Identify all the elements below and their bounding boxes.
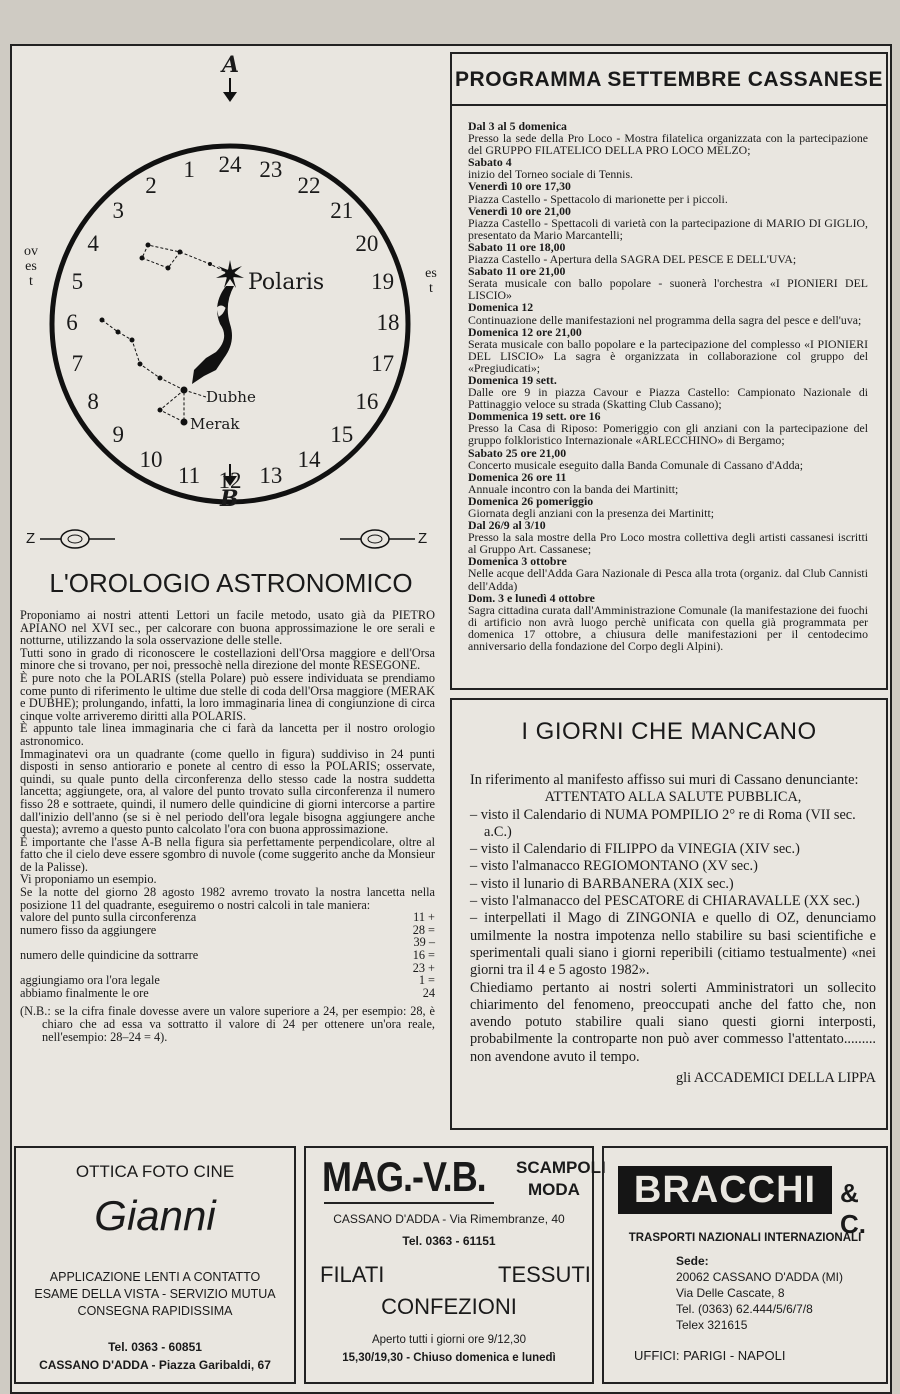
bracchi-tagline: TRASPORTI NAZIONALI INTERNAZIONALI: [628, 1232, 862, 1244]
bracchi-logo: BRACCHI: [618, 1166, 832, 1214]
calc-value: 11 +: [413, 910, 435, 925]
gianni-addr: CASSANO D'ADDA - Piazza Garibaldi, 67: [39, 1358, 271, 1372]
label-west: ovest: [24, 244, 38, 289]
mancano-text: Chiediamo pertanto ai nostri solerti Amministratori un sollecito chiarimento del fenomeno, preoccupati anche del fatto che, non avendo potuto stabilire quali siano questi giorni interposti, probabilmente la controparte non può aver commesso l'attentato......... non avendone avuto il tempo.: [470, 979, 876, 1065]
magvb-hours1: Aperto tutti i giorni ore 9/12,30: [371, 1334, 527, 1346]
programma-text: Concerto musicale eseguito dalla Banda Comunale di Cassano d'Adda;: [468, 457, 803, 472]
bracchi-suffix: & C.: [840, 1178, 866, 1239]
programma-date: Domenica 12: [468, 300, 534, 315]
clock-number-13: 13: [259, 462, 283, 488]
programma-date: Domenica 26 ore 11: [468, 469, 567, 484]
programma-text: Presso la sala mostre della Pro Loco mostra collettiva degli artisti cassanesi iscritti al Gruppo Art. Cassanese;: [468, 530, 868, 557]
bracchi-sede: Sede:: [676, 1254, 709, 1268]
programma-list: [468, 120, 868, 652]
clock-number-8: 8: [87, 389, 99, 414]
calc-row: [20, 987, 435, 1000]
bracchi-tel: Tel. (0363) 62.444/5/6/7/8: [676, 1302, 813, 1316]
programma-date: Sabato 25 ore 21,00: [468, 445, 567, 460]
article-title: L'OROLOGIO ASTRONOMICO: [49, 568, 413, 598]
clock-number-18: 18: [376, 310, 400, 335]
clock-hand: [192, 286, 234, 384]
clock-number-15: 15: [330, 421, 354, 447]
article-note: (N.B.: se la cifra finale dovesse avere un valore superiore a 24, per esempio: 28, è chiaro che ad essa va sottratto il valore di 24 per ottenere un'ora reale, nell'esempio: 28–24 = 4).: [20, 1004, 435, 1044]
programma-text: Piazza Castello - Spettacolo di marionette per i piccoli.: [468, 191, 728, 206]
gianni-line1: APPLICAZIONE LENTI A CONTATTO: [49, 1270, 261, 1284]
programma-text: Serata musicale con ballo popolare - suonerà l'orchestra «I PIONIERI DEL LISCIO»: [468, 276, 868, 303]
article-paragraph: È pure noto che la POLARIS (stella Polare) può essere individuata se prendiamo come punto di riferimento le ultime due stelle di coda dell'Orsa maggiore (MERAK e DUBHE); prolungando, infatti, la loro immaginaria linea di congiunzione di circa cinque volte arriveremo diritti alla POLARIS.: [20, 670, 435, 723]
mancano-signature: gli ACCADEMICI DELLA LIPPA: [675, 1070, 876, 1087]
calc-value: 23 +: [412, 960, 435, 975]
clock-figure: [20, 52, 440, 562]
programma-date: Domenica 19 sett.: [468, 372, 557, 387]
magvb-hours2: 15,30/19,30 - Chiuso domenica e lunedì: [342, 1352, 556, 1364]
programma-date: Dal 26/9 al 3/10: [468, 518, 546, 533]
magvb-tel: Tel. 0363 - 61151: [402, 1234, 496, 1248]
programma-date: Dom. 3 e lunedì 4 ottobre: [468, 590, 595, 605]
programma-date: Domenica 3 ottobre: [468, 554, 567, 569]
label-merak: Merak: [190, 415, 240, 433]
label-east: est: [425, 266, 437, 296]
clock-number-5: 5: [71, 269, 84, 295]
programma-text: Piazza Castello - Apertura della SAGRA DEL PESCE E DELL'UVA;: [468, 252, 797, 267]
programma-title: PROGRAMMA SETTEMBRE CASSANESE: [455, 68, 883, 91]
gianni-top: OTTICA FOTO CINE: [75, 1162, 235, 1181]
mancano-item: – visto il lunario di BARBANERA (XIX sec.): [470, 875, 734, 892]
calc-label: numero delle quindicine da sottrarre: [20, 948, 199, 963]
programma-date: Sabato 11 ore 18,00: [468, 239, 566, 254]
mancano-intro: In riferimento al manifesto affisso sui muri di Cassano denunciante:: [470, 772, 859, 788]
mancano-body: [470, 772, 876, 1087]
clock-number-17: 17: [371, 350, 395, 376]
bracchi-addr1: 20062 CASSANO D'ADDA (MI): [676, 1270, 844, 1284]
gianni-name: Gianni: [94, 1192, 216, 1239]
mancano-text: – interpellati il Mago di ZINGONIA e quello di OZ, denunciamo umilmente la nostra impotenza nello stabilire su basi scientifiche e sperimentali quali siano i giorni reperibili (citiamo testualmente) «nei giorni tra il 4 e 5 agosto 1982».: [470, 910, 876, 979]
clock-number-20: 20: [355, 231, 379, 256]
article-paragraph: È importante che l'asse A-B nella figura sia perfettamente perpendicolare, oltre al fatto che il cielo deve essere sgombro di nuvole (come suggerito anche da Monsieur de la Palisse).: [20, 834, 435, 874]
calc-row: [20, 949, 435, 962]
programma-date: Dal 3 al 5 domenica: [468, 119, 567, 133]
label-polaris: Polaris: [248, 270, 325, 295]
calc-value: 24: [422, 985, 435, 1000]
magvb-name: MAG.-V.B.: [322, 1152, 486, 1200]
calc-value: 16 =: [412, 948, 435, 963]
programma-text: Continuazione delle manifestazioni nel programma della sagra del pesce e dell'uva;: [468, 312, 862, 327]
clock-number-11: 11: [178, 462, 201, 488]
clock-number-2: 2: [145, 173, 157, 199]
programma-date: Sabato 11 ore 21,00: [468, 264, 566, 279]
programma-text: Giornata degli anziani con la presenza dei Martinitt;: [468, 506, 715, 520]
clock-number-14: 14: [297, 446, 321, 472]
clock-number-21: 21: [330, 198, 354, 224]
ornament-right: [340, 530, 415, 548]
ad-bracchi: [602, 1146, 888, 1384]
bracchi-telex: Telex 321615: [676, 1318, 748, 1332]
clock-number-19: 19: [371, 269, 395, 295]
calc-value: 39 –: [413, 935, 435, 950]
mancano-item: – visto l'almanacco del PESCATORE di CHIARAVALLE (XX sec.): [470, 893, 860, 910]
calc-label: valore del punto sulla circonferenza: [20, 910, 197, 925]
programma-text: Nelle acque dell'Adda Gara Nazionale di Pesca alla trota (organiz. dal Club Cannisti dell'Adda): [468, 566, 868, 593]
article-paragraph: Se la notte del giorno 28 agosto 1982 avremo trovato la nostra lancetta nella posizione 11 del quadrante, eseguiremo o nostri calcoli in tale maniera:: [20, 885, 435, 912]
programma-text: Presso la Casa di Riposo: Pomeriggio con gli anziani con la partecipazione del gruppo folkloristico Internazionale «ARLECCHINO» di Bergamo;: [468, 421, 868, 448]
clock-letter-a: A: [222, 52, 240, 78]
programma-date: Sabato 4: [468, 155, 512, 170]
mancano-item: – visto il Calendario di FILIPPO da VINEGIA (XIV sec.): [470, 841, 800, 858]
bracchi-addr2: Via Delle Cascate, 8: [676, 1286, 785, 1300]
calc-label: aggiungiamo ora l'ora legale: [20, 973, 160, 988]
magvb-confezioni: CONFEZIONI: [381, 1294, 517, 1319]
clock-number-3: 3: [112, 198, 125, 224]
ad-gianni: [14, 1146, 296, 1384]
article-paragraph: È appunto tale linea immaginaria che ci farà da lancetta per il nostro orologio astronomico.: [20, 721, 435, 748]
programma-date: Venerdì 10 ore 21,00: [468, 203, 571, 218]
polaris-star: [216, 260, 244, 288]
article-paragraph: Proponiamo ai nostri attenti Lettori un facile metodo, usato già da PIETRO APIANO nel XVI sec., per calcorare con buona approssimazione le ore serali e notturne, utilizzando la sola osservazione delle stelle.: [20, 608, 435, 648]
mancano-title: I GIORNI CHE MANCANO: [521, 718, 817, 745]
programma-text: Serata musicale con ballo popolare e la partecipazione del complesso «I PIONIERI DEL LISCIO» La sagra è organizzata in collaborazione col gruppo del «Pregiudicati»;: [468, 336, 868, 375]
gianni-tel: Tel. 0363 - 60851: [108, 1340, 202, 1354]
magvb-tessuti: TESSUTI: [498, 1262, 591, 1287]
programma-text: Piazza Castello - Spettacoli di varietà con la partecipazione di MARIO DI GIGLIO, presentato da Mario Marcantelli;: [468, 215, 868, 242]
calc-label: numero fisso da aggiungere: [20, 922, 157, 937]
programma-date: Dommenica 19 sett. ore 16: [468, 409, 601, 424]
clock-number-10: 10: [139, 446, 163, 472]
programma-date: Domenica 12 ore 21,00: [468, 324, 582, 339]
stars: [100, 243, 213, 426]
calc-label: abbiamo finalmente le ore: [20, 985, 149, 1000]
magvb-addr: CASSANO D'ADDA - Via Rimembranze, 40: [333, 1212, 565, 1226]
clock-number-24: 24: [218, 152, 242, 177]
clock-number-16: 16: [355, 389, 379, 414]
clock-number-1: 1: [183, 157, 195, 183]
programma-text: Presso la sede della Pro Loco - Mostra filatelica organizzata con la partecipazione del GRUPPO FILATELICO DELLA PRO LOCO MELZO;: [468, 131, 868, 158]
article-body: [20, 609, 435, 1043]
clock-number-7: 7: [71, 350, 84, 376]
calc-value: 28 =: [412, 922, 435, 937]
clock-number-9: 9: [112, 421, 125, 447]
programma-date: Domenica 26 pomeriggio: [468, 493, 594, 508]
ornament-left: [40, 530, 115, 548]
clock-number-6: 6: [66, 310, 78, 335]
programma-date: Venerdì 10 ore 17,30: [468, 179, 571, 194]
ad-magvb: [304, 1146, 606, 1384]
programma-text: Annuale incontro con la banda dei Martinitt;: [468, 481, 679, 496]
calc-table: [20, 911, 435, 999]
mancano-item: – visto il Calendario di NUMA POMPILIO 2° re di Roma (VII sec. a.C.): [470, 806, 856, 840]
mancano-box: [450, 698, 888, 1130]
gianni-line3: CONSEGNA RAPIDISSIMA: [77, 1304, 233, 1318]
article-paragraph: Immaginatevi ora un quadrante (come quello in figura) suddiviso in 24 punti disposti in senso antiorario e ponete al centro di esso la POLARIS; osservate, quindi, su quale punto della circonferenza dello stesso cade la nostra suddetta lancetta; aggiungete, ora, al valore del punto trovato sulla circonferenza il numero fisso 28 e sottraete, quindi, il numero delle quindicine di giorni intercorse a partire dall'inizio dell'anno (se si è nel periodo dell'ora legale bisogna aggiungere anche questa); avremo a questo punto calcolato l'ora con buona approssimazione.: [20, 746, 435, 837]
clock-number-22: 22: [297, 173, 321, 199]
gianni-line2: ESAME DELLA VISTA - SERVIZIO MUTUA: [34, 1287, 276, 1301]
programma-text: Dalle ore 9 in piazza Cavour e Piazza Castello: Campionato Nazionale di Pattinaggio veloce su strada (Skatting Club Cassano);: [468, 385, 868, 412]
magvb-filati: FILATI: [320, 1262, 385, 1287]
clock-number-23: 23: [259, 157, 283, 183]
label-dubhe: Dubhe: [206, 388, 256, 406]
clock-letter-b: B: [220, 486, 239, 512]
magvb-moda: MODA: [528, 1180, 580, 1199]
magvb-scampoli: SCAMPOLI: [516, 1158, 606, 1177]
clock-number-12: 12: [218, 468, 242, 493]
label-z-left: Z: [26, 530, 36, 547]
programma-text: inizio del Torneo sociale di Tennis.: [468, 167, 634, 182]
label-z-right: Z: [418, 530, 428, 547]
programma-box: [450, 52, 888, 690]
article-paragraph: Tutti sono in grado di riconoscere le costellazioni dell'Orsa maggiore e dell'Orsa minore che si trovano, per noi, pressochè nella direzione del monte RESEGONE.: [20, 645, 435, 673]
programma-text: Sagra cittadina curata dall'Amministrazione Comunale (la manifestazione dei fuochi di artificio non avrà luogo perchè unificata con quella già programmata per domenica 17 ottobre, a chiusura delle manifestazioni per il centodecimo anniversario della fondazione del Corpo degli Alpini).: [468, 602, 868, 654]
mancano-item: – visto l'almanacco REGIOMONTANO (XV sec.): [470, 858, 758, 875]
mancano-headline: ATTENTATO ALLA SALUTE PUBBLICA,: [544, 789, 802, 806]
clock-number-4: 4: [87, 231, 99, 256]
calc-value: 1 =: [418, 973, 435, 988]
calc-row: [20, 924, 435, 937]
bracchi-uffici: UFFICI: PARIGI - NAPOLI: [634, 1348, 786, 1363]
article-paragraph: Vi proponiamo un esempio.: [20, 872, 157, 887]
